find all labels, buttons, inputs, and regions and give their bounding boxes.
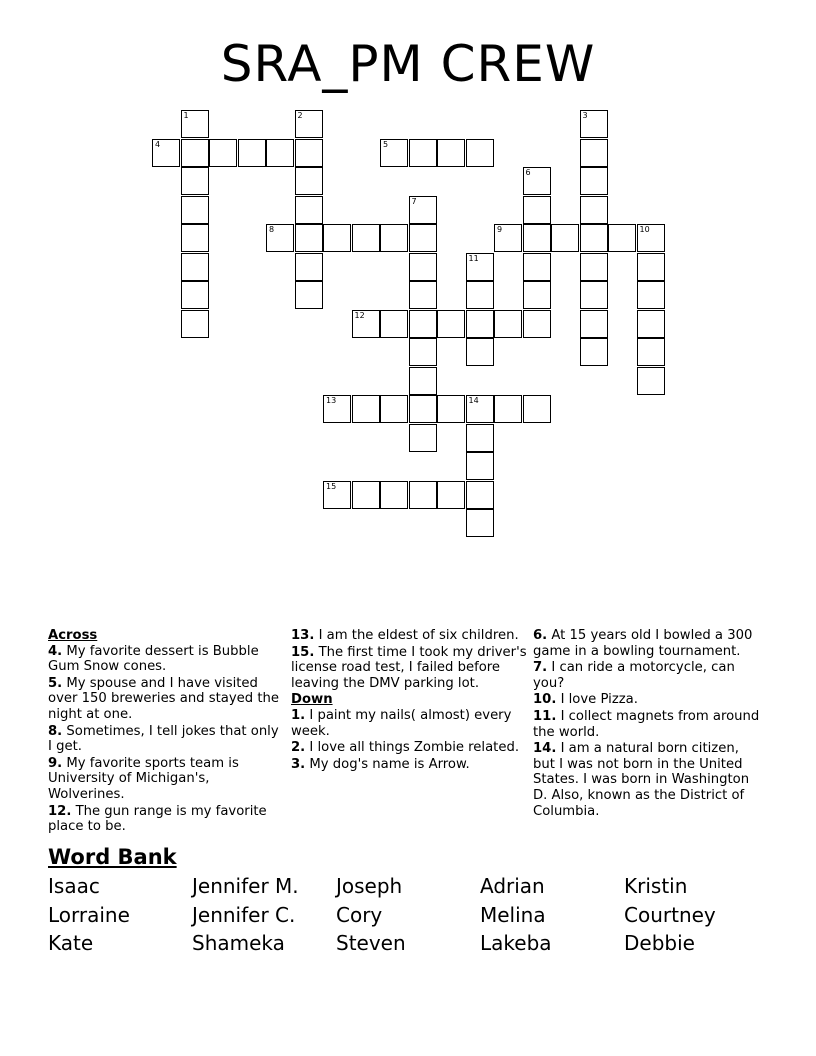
grid-cell[interactable] — [466, 509, 494, 537]
clue-item — [291, 708, 527, 739]
cell-number: 9 — [497, 225, 503, 234]
grid-cell[interactable] — [409, 139, 437, 167]
clue-text: The gun range is my favorite place to be. — [48, 803, 267, 835]
across-clue-list-continued — [291, 628, 527, 691]
grid-cell[interactable] — [266, 224, 294, 252]
clue-number: 9. — [48, 755, 63, 771]
clue-text: At 15 years old I bowled a 300 game in a bowling tournament. — [533, 628, 753, 659]
puzzle-title: SRA_PM CREW — [220, 35, 596, 93]
clue-number: 10. — [533, 692, 557, 708]
grid-cell[interactable] — [181, 253, 209, 281]
clue-item — [533, 692, 761, 708]
grid-cell[interactable] — [437, 310, 465, 338]
grid-cell[interactable] — [580, 110, 608, 138]
word-bank-entry: Jennifer M. — [192, 874, 299, 898]
clue-text: My favorite dessert is Bubble Gum Snow cones. — [48, 643, 259, 675]
cell-number: 14 — [468, 396, 479, 405]
grid-cell[interactable] — [409, 424, 437, 452]
grid-cell[interactable] — [295, 281, 323, 309]
grid-cell[interactable] — [437, 395, 465, 423]
grid-cell[interactable] — [580, 224, 608, 252]
grid-cell[interactable] — [152, 139, 180, 167]
grid-cell[interactable] — [437, 139, 465, 167]
grid-cell[interactable] — [494, 310, 522, 338]
grid-cell[interactable] — [323, 224, 351, 252]
grid-cell[interactable] — [323, 481, 351, 509]
grid-cell[interactable] — [380, 139, 408, 167]
grid-cell[interactable] — [352, 395, 380, 423]
clue-text: I can ride a motorcycle, can you? — [533, 660, 735, 691]
across-heading: Across — [48, 628, 98, 643]
grid-cell[interactable] — [637, 281, 665, 309]
clue-item — [533, 660, 761, 691]
grid-cell[interactable] — [181, 281, 209, 309]
clue-item — [48, 724, 284, 755]
grid-cell[interactable] — [380, 481, 408, 509]
grid-cell[interactable] — [637, 367, 665, 395]
grid-cell[interactable] — [580, 253, 608, 281]
grid-cell[interactable] — [380, 395, 408, 423]
clue-number: 13. — [291, 628, 315, 643]
grid-cell[interactable] — [295, 224, 323, 252]
grid-cell[interactable] — [409, 338, 437, 366]
grid-cell[interactable] — [466, 253, 494, 281]
down-heading: Down — [291, 692, 333, 708]
grid-cell[interactable] — [352, 481, 380, 509]
grid-cell[interactable] — [181, 310, 209, 338]
word-bank-entry: Steven — [336, 931, 406, 955]
clue-number: 7. — [533, 660, 548, 676]
clue-number: 12. — [48, 803, 72, 819]
grid-cell[interactable] — [523, 224, 551, 252]
word-bank-entry: Kristin — [624, 874, 688, 898]
clue-number: 11. — [533, 708, 557, 724]
clues-column-1 — [48, 628, 284, 836]
grid-cell[interactable] — [409, 481, 437, 509]
clue-number: 15. — [291, 644, 315, 660]
grid-cell[interactable] — [437, 481, 465, 509]
clue-text: I love all things Zombie related. — [305, 740, 520, 756]
grid-cell[interactable] — [637, 253, 665, 281]
cell-number: 3 — [582, 111, 588, 120]
grid-cell[interactable] — [238, 139, 266, 167]
grid-cell[interactable] — [637, 338, 665, 366]
grid-cell[interactable] — [466, 424, 494, 452]
word-bank-entry: Jennifer C. — [192, 903, 296, 927]
cell-number: 10 — [639, 225, 650, 234]
cell-number: 4 — [155, 139, 161, 149]
clue-text: I collect magnets from around the world. — [533, 708, 760, 740]
cell-number: 8 — [269, 225, 275, 234]
cell-number: 1 — [183, 111, 189, 120]
word-bank-entry: Shameka — [192, 931, 285, 955]
grid-cell[interactable] — [181, 110, 209, 138]
clue-item — [533, 628, 761, 659]
grid-cell[interactable] — [409, 310, 437, 338]
grid-cell[interactable] — [295, 196, 323, 224]
grid-cell[interactable] — [295, 253, 323, 281]
grid-cell[interactable] — [380, 224, 408, 252]
clue-number: 4. — [48, 643, 63, 659]
across-clue-list — [48, 644, 284, 835]
clue-item — [48, 804, 284, 835]
grid-cell[interactable] — [209, 139, 237, 167]
grid-cell[interactable] — [494, 224, 522, 252]
cell-number: 11 — [468, 253, 479, 263]
clue-text: Sometimes, I tell jokes that only I get. — [48, 723, 279, 755]
grid-cell[interactable] — [409, 395, 437, 423]
cell-number: 15 — [326, 481, 337, 491]
clue-text: I am a natural born citizen, but I was not born in the United States. I was born in Washington D. Also, known as the District of Columbia. — [533, 741, 750, 819]
grid-cell[interactable] — [181, 167, 209, 195]
grid-cell[interactable] — [409, 367, 437, 395]
word-bank-entry: Lakeba — [480, 931, 552, 955]
clue-item — [291, 628, 527, 644]
grid-cell[interactable] — [466, 452, 494, 480]
clue-item — [533, 709, 761, 740]
clue-item — [48, 676, 284, 723]
clue-text: My spouse and I have visited over 150 breweries and stayed the night at one. — [48, 675, 279, 722]
clue-item — [291, 757, 527, 773]
grid-cell[interactable] — [466, 281, 494, 309]
word-bank-entry: Debbie — [624, 931, 695, 955]
grid-cell[interactable] — [523, 167, 551, 195]
word-bank-entry: Cory — [336, 903, 383, 927]
grid-cell[interactable] — [580, 196, 608, 224]
clue-text: My favorite sports team is University of Michigan's, Wolverines. — [48, 755, 239, 802]
clue-number: 1. — [291, 707, 306, 723]
clue-text: I am the eldest of six children. — [314, 628, 519, 643]
cell-number: 2 — [297, 111, 303, 120]
grid-cell[interactable] — [608, 224, 636, 252]
grid-cell[interactable] — [580, 167, 608, 195]
grid-cell[interactable] — [523, 196, 551, 224]
clues-column-2 — [291, 628, 527, 773]
cell-number: 7 — [411, 196, 417, 206]
grid-cell[interactable] — [523, 253, 551, 281]
grid-cell[interactable] — [466, 395, 494, 423]
clue-item — [48, 644, 284, 675]
grid-cell[interactable] — [181, 139, 209, 167]
clues-column-3 — [533, 628, 761, 820]
word-bank-entry: Joseph — [336, 874, 403, 898]
clue-number: 5. — [48, 675, 63, 691]
grid-cell[interactable] — [352, 224, 380, 252]
grid-cell[interactable] — [181, 224, 209, 252]
grid-cell[interactable] — [409, 196, 437, 224]
grid-cell[interactable] — [409, 224, 437, 252]
cell-number: 12 — [354, 310, 365, 320]
grid-cell[interactable] — [580, 338, 608, 366]
clue-number: 2. — [291, 740, 306, 756]
word-bank-entry: Adrian — [480, 874, 545, 898]
clue-text: My dog's name is Arrow. — [305, 756, 470, 772]
clue-number: 14. — [533, 741, 557, 757]
clue-number: 8. — [48, 723, 63, 739]
cell-number: 5 — [383, 139, 389, 149]
word-bank-entry: Melina — [480, 903, 546, 927]
clue-text: The first time I took my driver's license road test, I failed before leaving the DMV parking lot. — [291, 644, 527, 691]
grid-cell[interactable] — [637, 310, 665, 338]
grid-cell[interactable] — [466, 139, 494, 167]
grid-cell[interactable] — [494, 395, 522, 423]
grid-cell[interactable] — [580, 310, 608, 338]
grid-cell[interactable] — [466, 481, 494, 509]
grid-cell[interactable] — [266, 139, 294, 167]
grid-cell[interactable] — [295, 110, 323, 138]
clue-text: I paint my nails( almost) every week. — [291, 707, 512, 739]
grid-cell[interactable] — [466, 338, 494, 366]
grid-cell[interactable] — [523, 281, 551, 309]
word-bank-entry: Courtney — [624, 903, 716, 927]
down-clue-list-continued — [533, 628, 761, 819]
grid-cell[interactable] — [380, 310, 408, 338]
grid-cell[interactable] — [352, 310, 380, 338]
word-bank-entry: Isaac — [48, 874, 100, 898]
word-bank-entry: Kate — [48, 931, 94, 955]
grid-cell[interactable] — [295, 139, 323, 167]
grid-cell[interactable] — [523, 310, 551, 338]
word-bank-title: Word Bank — [48, 845, 177, 869]
clue-item — [48, 756, 284, 803]
cell-number: 13 — [326, 396, 337, 405]
grid-cell[interactable] — [637, 224, 665, 252]
grid-cell[interactable] — [409, 253, 437, 281]
clue-text: I love Pizza. — [556, 692, 638, 708]
cell-number: 6 — [525, 168, 531, 177]
clue-item — [291, 740, 527, 756]
grid-cell[interactable] — [409, 281, 437, 309]
clue-item — [291, 645, 527, 692]
clue-number: 3. — [291, 756, 306, 772]
grid-cell[interactable] — [323, 395, 351, 423]
clue-item — [533, 741, 761, 819]
grid-cell[interactable] — [181, 196, 209, 224]
grid-cell[interactable] — [580, 281, 608, 309]
grid-cell[interactable] — [295, 167, 323, 195]
clue-number: 6. — [533, 628, 548, 643]
down-clue-list — [291, 708, 527, 772]
grid-cell[interactable] — [580, 139, 608, 167]
grid-cell[interactable] — [523, 395, 551, 423]
grid-cell[interactable] — [551, 224, 579, 252]
word-bank-entry: Lorraine — [48, 903, 130, 927]
grid-cell[interactable] — [466, 310, 494, 338]
